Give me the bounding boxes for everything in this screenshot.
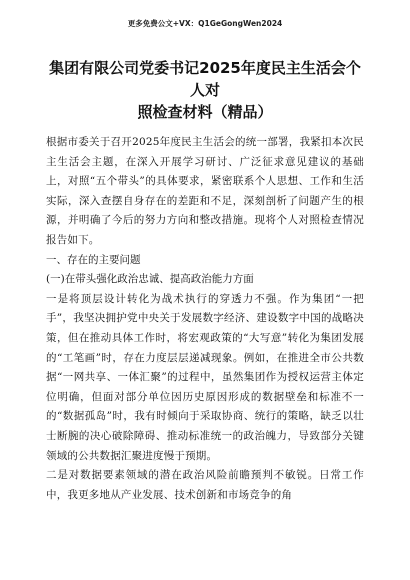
header-note: 更多免费公文+VX：Q1GeGongWen2024: [127, 19, 283, 28]
title-line-1: 集团有限公司党委书记2025年度民主生活会个人对: [49, 59, 361, 99]
subsection-heading-1: (一)在带头强化政治忠诚、提高政治能力方面: [46, 273, 254, 286]
body-paragraph-1: 一是将顶层设计转化为战术执行的穿透力不强。作为集团“一把手”，我坚决拥护党中央关于发展数字经济、建设数字中国的战略决策，但在推动具体工作时，将宏观政策的“大写意”转化为集团发展的“工笔画”时，存在力度层层递减现象。例如，在推进全市公共数据“一网共享、一体汇聚”的过程中，虽然集团作为授权运营主体定位明确，但面对部分单位因历史原因形成的数据壁垒和标准不一的“数据孤岛”时，我有时倾向于采取协商、统行的策略，缺乏以壮士断腕的决心破除障碍、推动标准统一的政治魄力，导致部分关键领域的公共数据汇聚进度慢于预期。: [46, 292, 364, 462]
intro-paragraph: 根据市委关于召开2025年度民主生活会的统一部署，我紧扣本次民主生活会主题，在深入开展学习研讨、广泛征求意见建议的基础上，对照“五个带头”的具体要求，紧密联系个人思想、工作和生活实际，深入查摆自身存在的差距和不足，深刻剖析了问题产生的根源，并明确了今后的努力方向和整改措施。现将个人对照检查情况报告如下。: [46, 136, 364, 246]
title-line-2: 照检查材料（精品）: [137, 103, 273, 121]
section-heading-1: 一、存在的主要问题: [46, 253, 141, 266]
body-paragraph-2: 二是对数据要素领域的潜在政治风险前瞻预判不敏锐。日常工作中，我更多地从产业发展、技术创新和市场竞争的角: [46, 469, 364, 501]
document-title: [46, 57, 364, 123]
